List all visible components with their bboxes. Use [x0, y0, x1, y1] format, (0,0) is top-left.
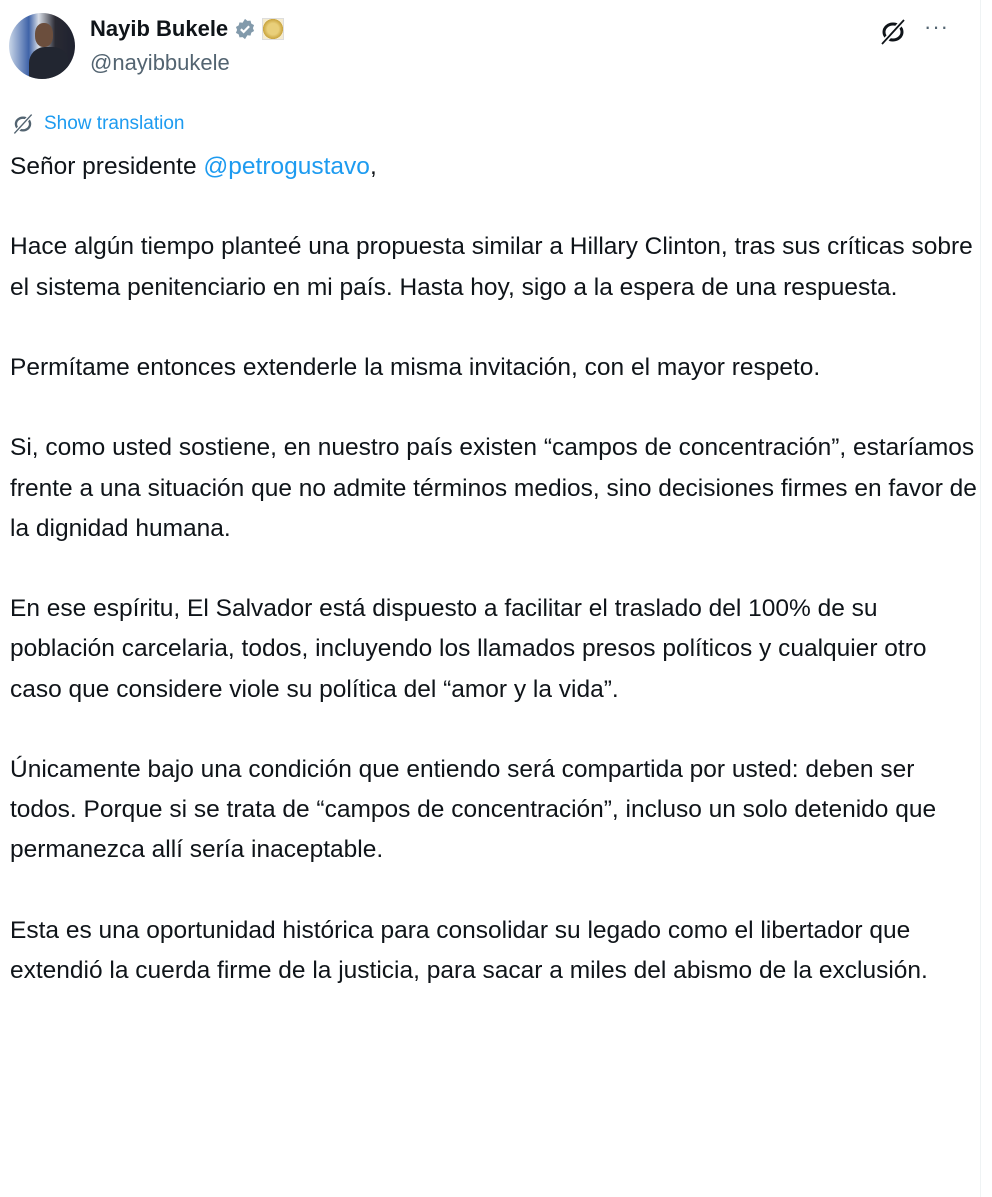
- tweet-paragraph: En ese espíritu, El Salvador está dispuesto a facilitar el traslado del 100% de su población carcelaria, todos, incluyendo los llamados presos políticos y cualquier otro caso que considere viole su política del “amor y la vida”.: [10, 595, 927, 703]
- grok-icon[interactable]: [878, 18, 908, 46]
- tweet-paragraph: Únicamente bajo una condición que entiendo será compartida por usted: deben ser todos. Porque si se trata de “campos de concentración”, incluso un solo detenido que permanezca allí sería inaceptable.: [10, 755, 937, 864]
- author-handle[interactable]: @nayibbukele: [90, 50, 230, 75]
- author-name-row[interactable]: [90, 16, 284, 42]
- greeting-prefix: Señor presidente: [10, 153, 204, 180]
- tweet-paragraph: Si, como usted sostiene, en nuestro país existen “campos de concentración”, estaríamos frente a una situación que no admite términos medios, sino decisiones firmes en favor de la dignidad humana.: [10, 434, 977, 542]
- show-translation-label[interactable]: Show translation: [44, 113, 185, 134]
- verified-badge-icon: [234, 18, 256, 40]
- greeting-suffix: ,: [369, 153, 377, 180]
- column-border: [980, 0, 981, 1197]
- mention-link[interactable]: @petrogustavo: [203, 153, 370, 180]
- tweet-paragraph: Permítame entonces extenderle la misma invitación, con el mayor respeto.: [10, 353, 821, 381]
- author-name[interactable]: Nayib Bukele: [90, 16, 229, 41]
- gold-affiliate-badge-icon: [262, 18, 284, 40]
- tweet-paragraph: Esta es una oportunidad histórica para consolidar su legado como el libertador que extendió la cuerda firme de la justicia, para sacar a miles del abismo de la exclusión.: [10, 916, 928, 984]
- avatar[interactable]: [9, 13, 75, 79]
- tweet-text: [10, 147, 980, 1031]
- tweet-paragraph: Hace algún tiempo planteé una propuesta similar a Hillary Clinton, tras sus críticas sobre el sistema penitenciario en mi país. Hasta hoy, sigo a la espera de una respuesta.: [10, 233, 973, 301]
- translate-icon: [10, 113, 36, 135]
- show-translation-link[interactable]: [10, 113, 184, 135]
- more-icon[interactable]: ···: [924, 14, 949, 39]
- tweet-greeting: [10, 147, 980, 187]
